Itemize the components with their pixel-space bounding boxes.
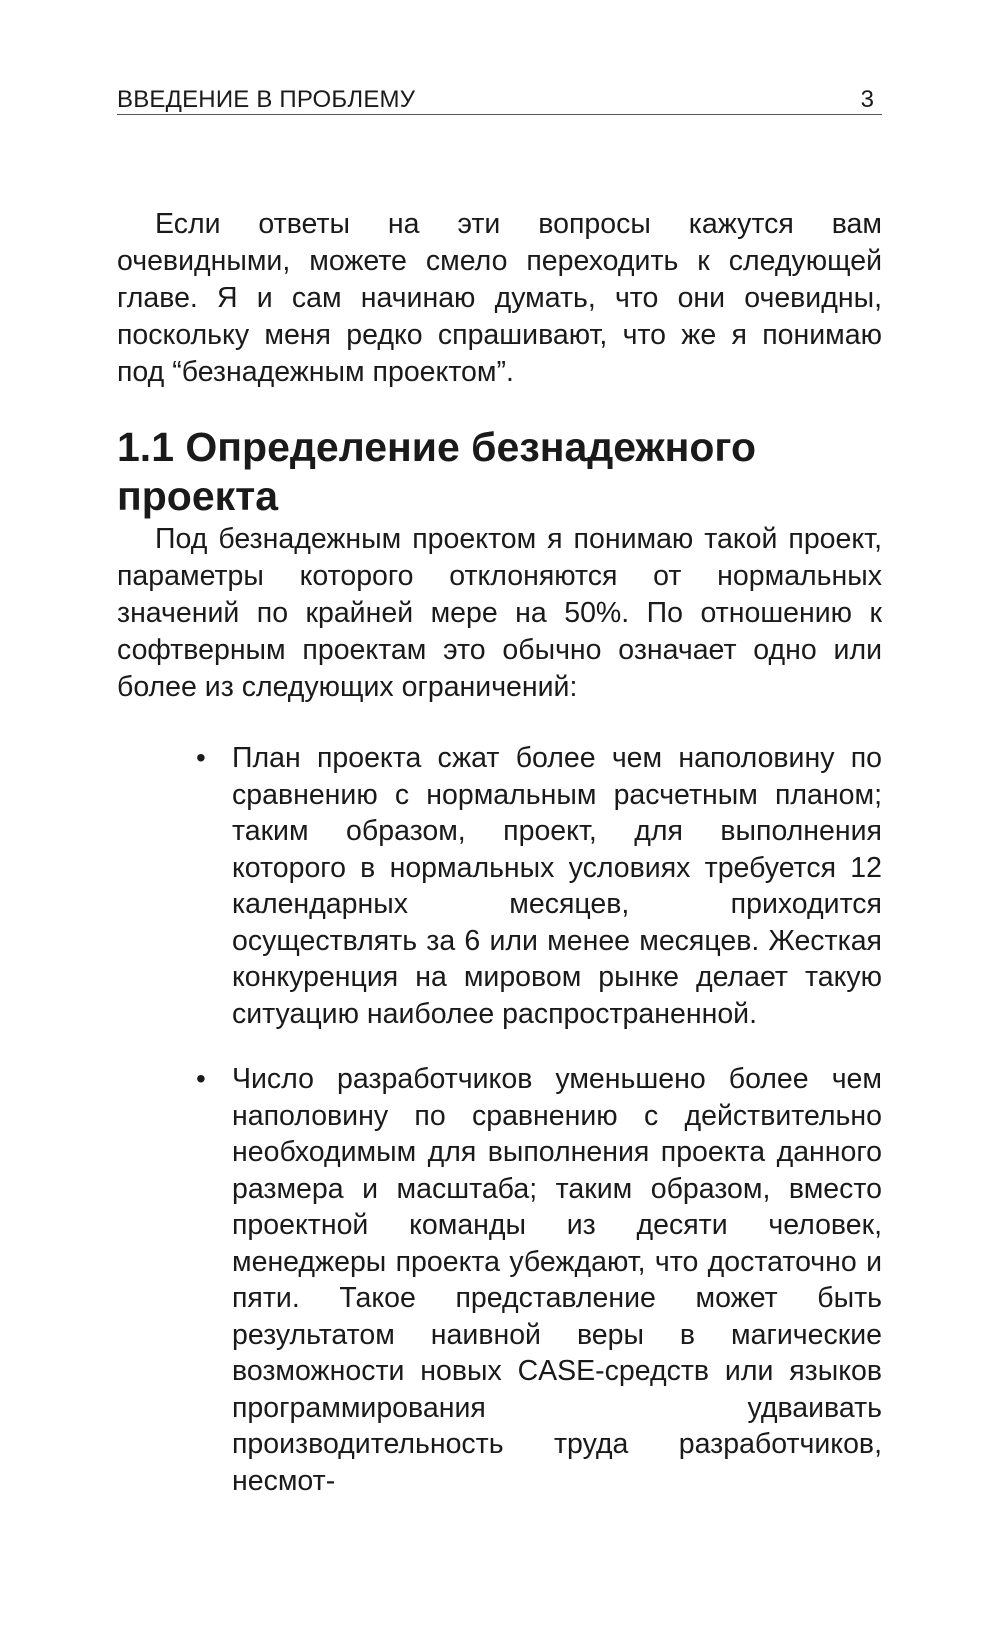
intro-paragraph: Если ответы на эти вопросы кажутся вам очевидными, можете смело переходить к следующей главе. Я и сам начинаю думать, что они очевидны, поскольку меня редко спрашивают, что же я понимаю под “безнадежным проектом”. — [117, 208, 882, 388]
section-heading: 1.1 Определение безнадежного проекта — [117, 424, 757, 519]
constraints-list — [117, 740, 882, 1499]
page-content — [117, 206, 882, 1528]
bullet-icon: • — [196, 742, 206, 773]
list-item-text: Число разработчиков уменьшено более чем наполовину по сравнению с действительно необходимым для выполнения проекта данного размера и масштаба; таким образом, вместо проектной команды из десяти человек, менеджеры проекта убеждают, что достаточно и пяти. Такое представление может быть результатом наивной веры в магические возможности новых CASE-средств или языков программирования удваивать производительность труда разработчиков, несмот- — [232, 1063, 882, 1497]
list-item — [117, 1061, 882, 1499]
list-item — [117, 740, 882, 1032]
running-title: ВВЕДЕНИЕ В ПРОБЛЕМУ — [117, 86, 416, 113]
list-item-text: План проекта сжат более чем наполовину по сравнению с нормальным расчетным планом; таким образом, проект, для выполнения которого в нормальных условиях требуется 12 календарных месяцев, приходится осуществлять за 6 или менее месяцев. Жесткая конкуренция на мировом рынке делает такую ситуацию наиболее распространенной. — [232, 742, 882, 1030]
bullet-icon: • — [196, 1063, 206, 1094]
running-header — [117, 84, 882, 115]
page-number: 3 — [860, 86, 874, 113]
section-paragraph: Под безнадежным проектом я понимаю такой проект, параметры которого отклоняются от нормальных значений по крайней мере на 50%. По отношению к софтверным проектам это обычно означает одно или более из следующих ограничений: — [117, 523, 882, 703]
